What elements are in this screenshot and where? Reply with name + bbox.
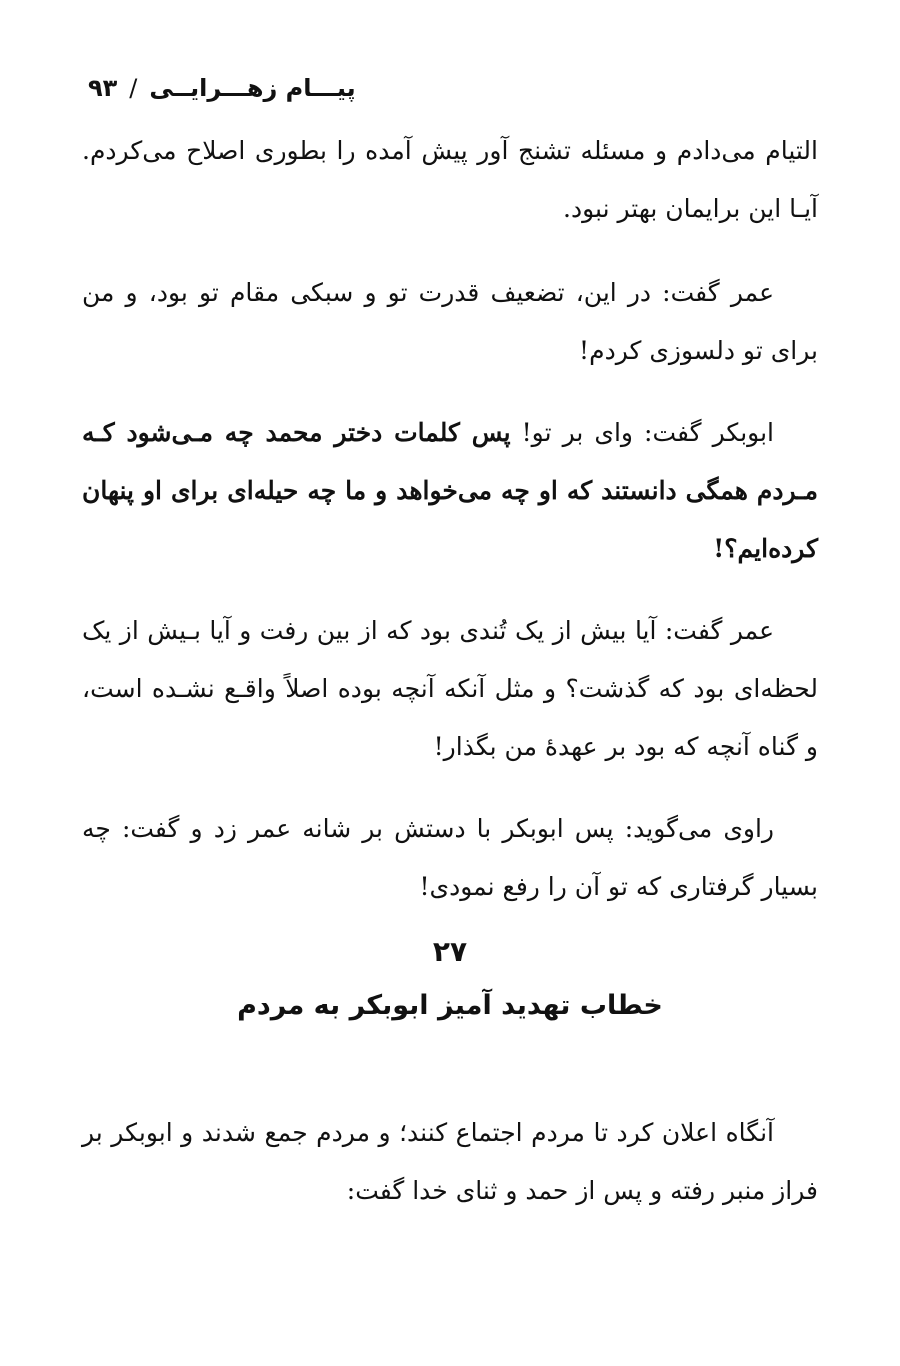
paragraph-1: التیام می‌دادم و مسئله تشنج آور پیش آمده را بطوری اصلاح می‌کردم. آیـا این برایمان بهتر نبود.: [82, 136, 818, 223]
paragraph-3-bold: پس کلمات دختر محمد چه مـی‌شود کـه مـردم همگی دانستند که او چه می‌خواهد و ما چه حیله‌ای برای او پنهان کرده‌ایم؟!: [82, 418, 818, 563]
page-number: ۹۳: [88, 74, 118, 102]
paragraph-2: عمر گفت: در این، تضعیف قدرت تو و سبکی مقام تو بود، و من برای تو دلسوزی کردم!: [82, 278, 818, 365]
header-separator: /: [129, 74, 138, 102]
paragraph-5: راوی می‌گوید: پس ابوبکر با دستش بر شانه عمر زد و گفت: چه بسیار گرفتاری که تو آن را رفع نمودی!: [82, 814, 818, 901]
chapter-number: ۲۷: [432, 935, 468, 968]
paragraph-3: [82, 404, 818, 578]
running-header: [88, 74, 828, 102]
book-title: پیـــام زهـــرایــی: [149, 74, 356, 102]
body-text: [82, 122, 818, 940]
paragraph-4: عمر گفت: آیا بیش از یک تُندی بود که از بین رفت و آیا بـیش از یک لحظه‌ای بود که گذشت؟ و مثل آنکه آنچه بوده اصلاً واقـع نشـده است، و گناه آنچه که بود بر عهدهٔ من بگذار!: [82, 616, 818, 761]
chapter-body-text: [82, 1104, 818, 1244]
chapter-title: خطاب تهدید آمیز ابوبکر به مردم: [237, 990, 663, 1021]
paragraph-6: آنگاه اعلان کرد تا مردم اجتماع کنند؛ و مردم جمع شدند و ابوبکر بر فراز منبر رفته و پس از حمد و ثنای خدا گفت:: [82, 1118, 818, 1205]
paragraph-3-plain: ابوبکر گفت: وای بر تو!: [510, 418, 774, 447]
